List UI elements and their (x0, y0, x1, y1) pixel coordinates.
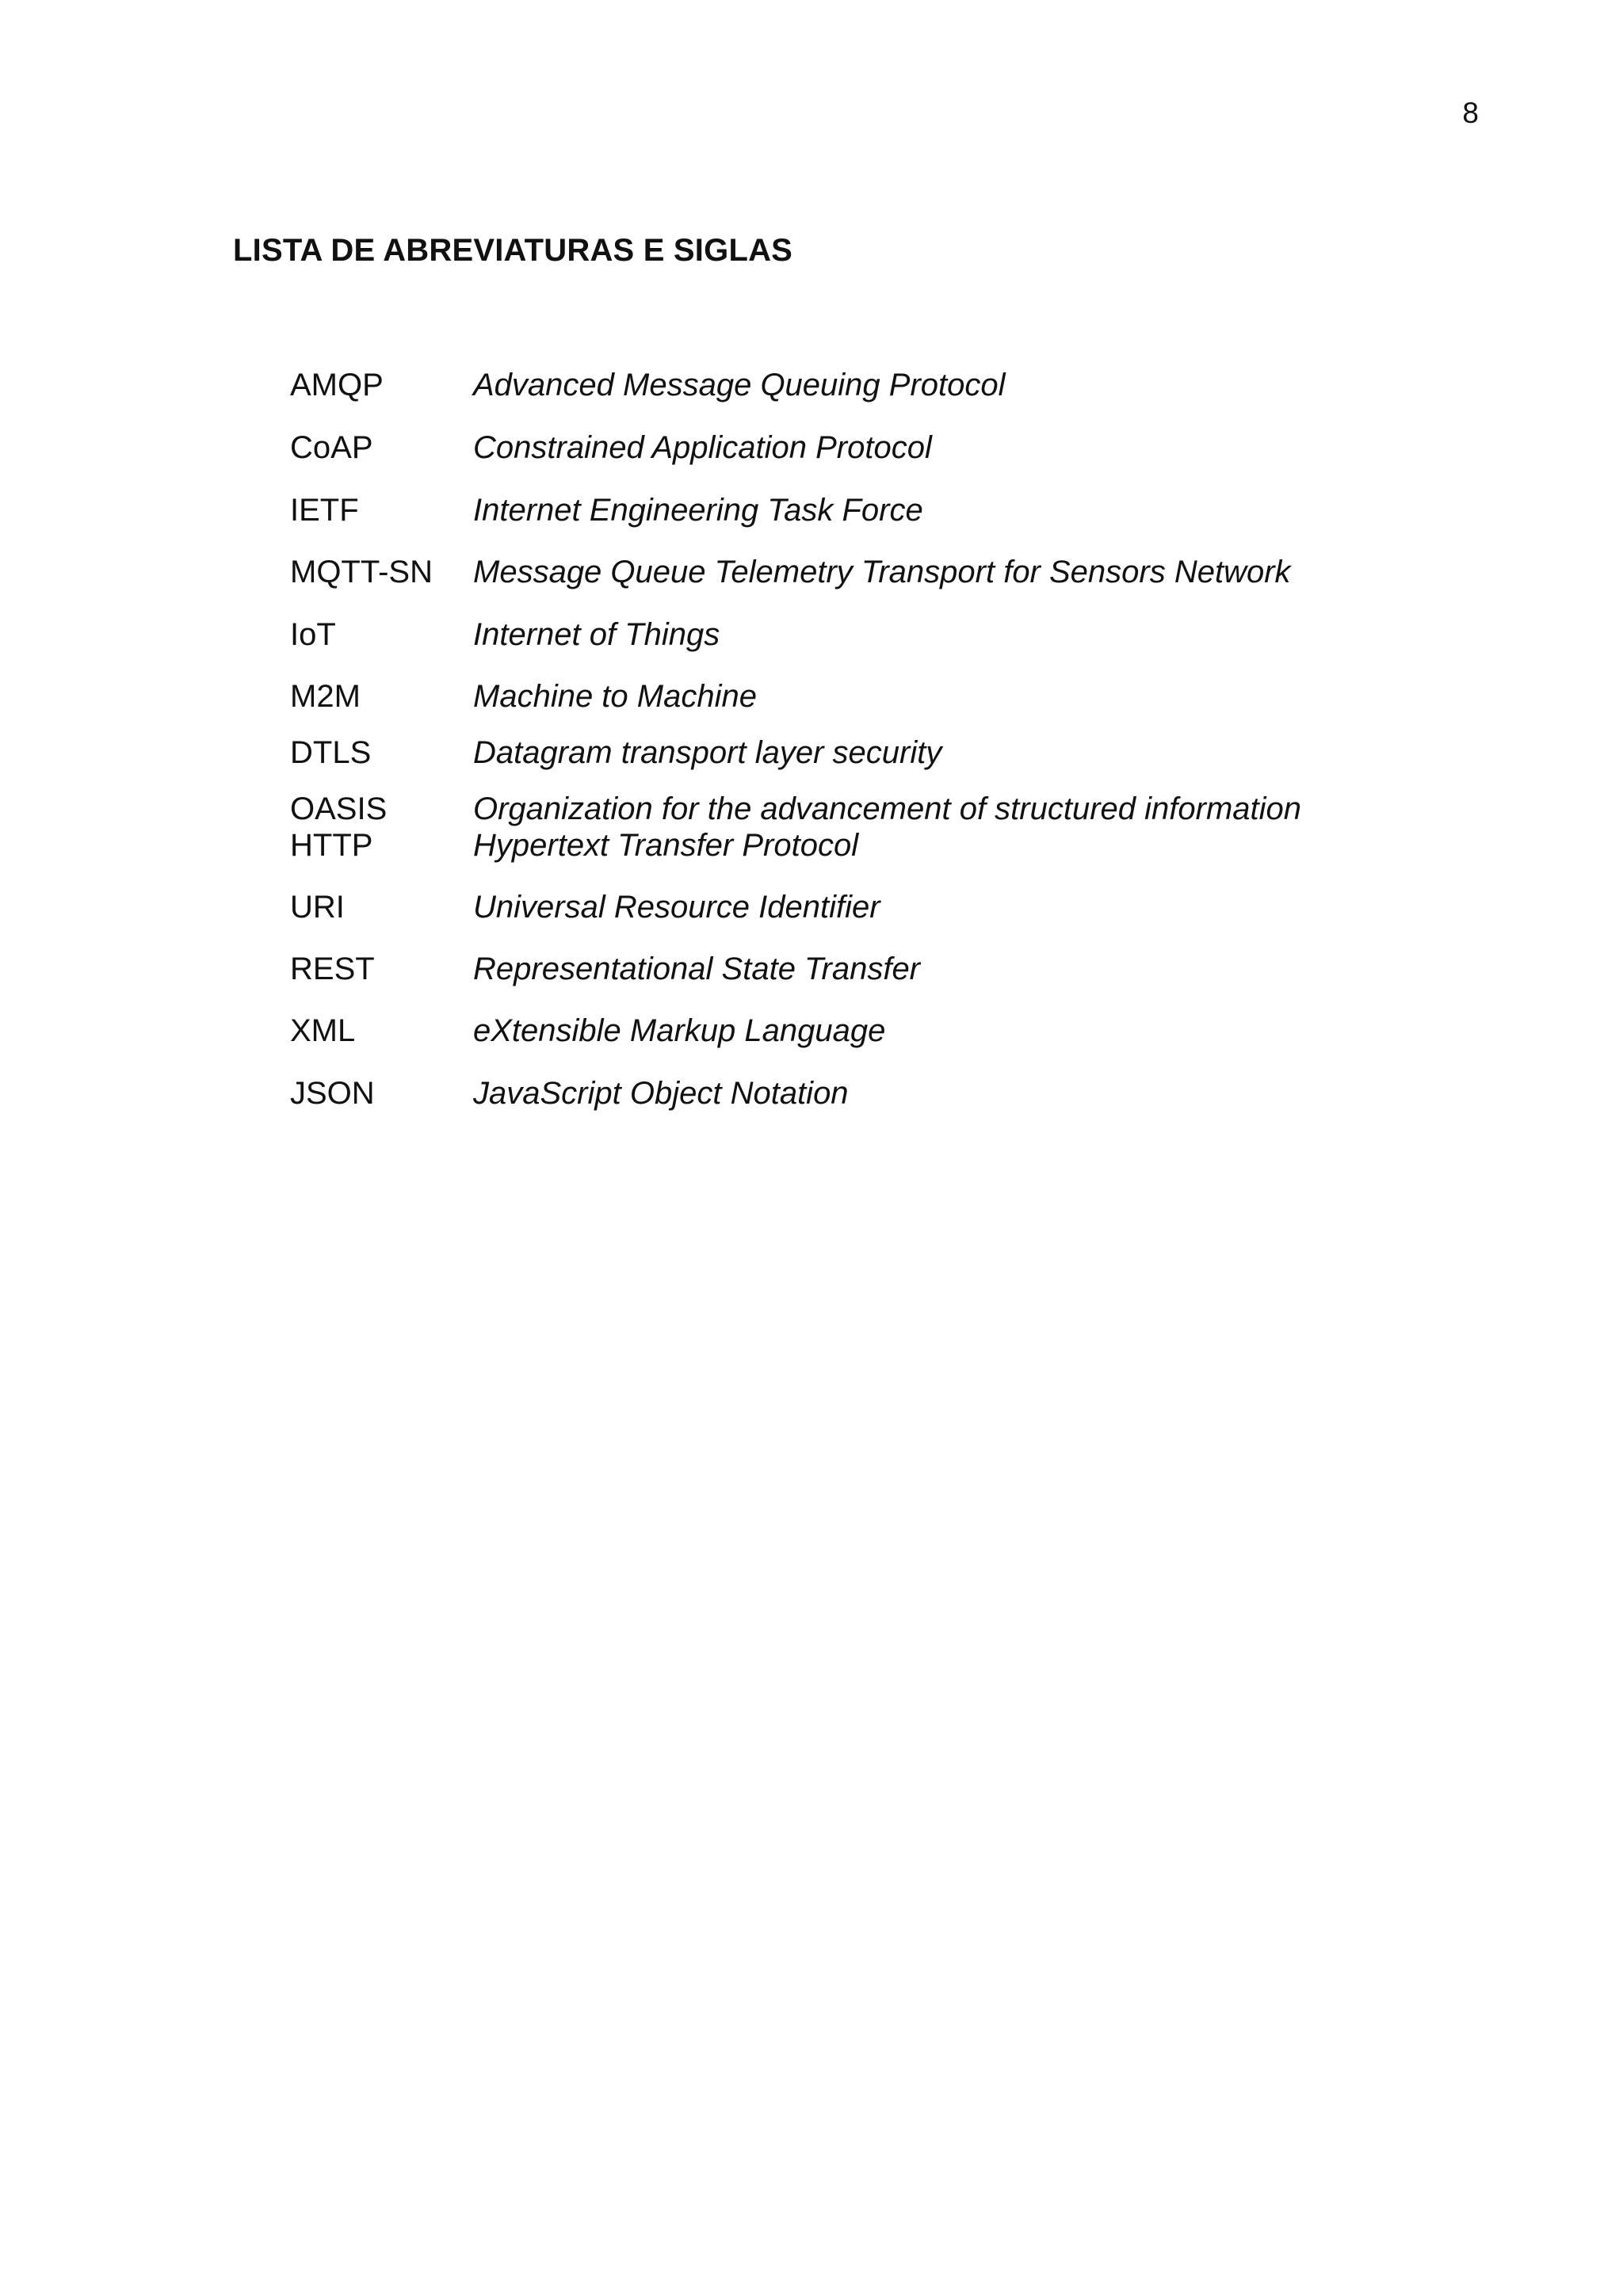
abbreviation-term: MQTT-SN (290, 555, 433, 589)
abbreviation-term: IoT (290, 617, 336, 652)
abbreviation-term: OASIS (290, 791, 388, 826)
abbreviation-description: Organization for the advancement of structured information (473, 791, 1301, 826)
abbreviation-description: Message Queue Telemetry Transport for Sensors Network (473, 555, 1291, 589)
abbreviation-term: JSON (290, 1076, 375, 1111)
page-number: 8 (1462, 97, 1479, 129)
abbreviation-term: DTLS (290, 735, 372, 770)
abbreviation-description: Internet Engineering Task Force (473, 493, 923, 528)
abbreviation-term: HTTP (290, 828, 373, 863)
abbreviation-term: URI (290, 890, 345, 925)
abbreviation-term: REST (290, 952, 375, 986)
abbreviation-term: CoAP (290, 430, 373, 465)
abbreviation-description: JavaScript Object Notation (473, 1076, 849, 1111)
page-title: LISTA DE ABREVIATURAS E SIGLAS (233, 233, 793, 268)
abbreviation-description: Hypertext Transfer Protocol (473, 828, 859, 863)
abbreviation-term: M2M (290, 679, 361, 714)
abbreviation-term: AMQP (290, 368, 384, 402)
abbreviation-description: Constrained Application Protocol (473, 430, 932, 465)
abbreviation-description: Universal Resource Identifier (473, 890, 880, 925)
abbreviation-description: Advanced Message Queuing Protocol (473, 368, 1006, 402)
abbreviation-description: Internet of Things (473, 617, 720, 652)
abbreviation-description: Datagram transport layer security (473, 735, 942, 770)
abbreviation-description: Representational State Transfer (473, 952, 921, 986)
abbreviation-description: Machine to Machine (473, 679, 757, 714)
abbreviation-description: eXtensible Markup Language (473, 1013, 886, 1048)
abbreviation-term: XML (290, 1013, 356, 1048)
abbreviation-term: IETF (290, 493, 359, 528)
